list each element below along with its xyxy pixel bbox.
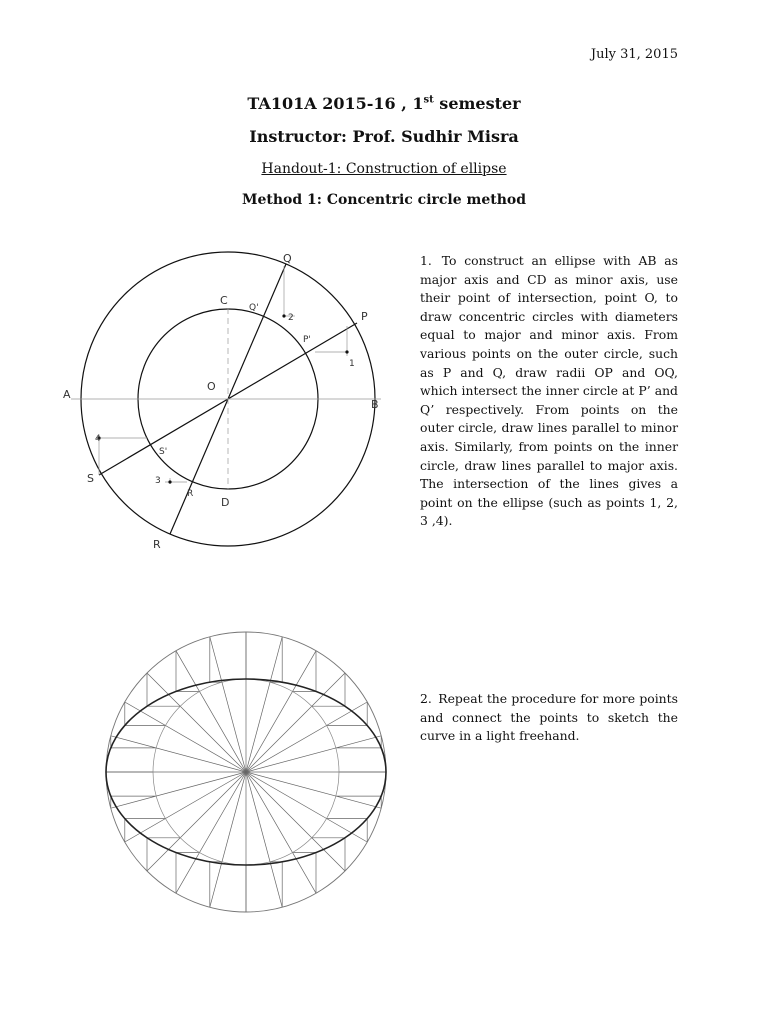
label-a: A bbox=[63, 388, 71, 401]
construction-line bbox=[111, 736, 246, 772]
construction-line bbox=[125, 772, 246, 842]
handout-title: Handout-1: Construction of ellipse bbox=[261, 161, 507, 177]
construction-line bbox=[246, 673, 345, 772]
label-o: O bbox=[207, 380, 216, 393]
label-q-prime: Q' bbox=[249, 303, 259, 313]
construction-line bbox=[246, 736, 381, 772]
point-1 bbox=[345, 350, 348, 353]
construction-line bbox=[210, 637, 246, 772]
label-s: S bbox=[87, 472, 94, 485]
label-point-3: 3 bbox=[155, 476, 161, 486]
concentric-circle-figure bbox=[57, 238, 417, 568]
construction-line bbox=[246, 651, 316, 772]
label-c: C bbox=[220, 294, 228, 307]
label-d: D bbox=[221, 496, 230, 509]
construction-line bbox=[176, 772, 246, 893]
construction-line bbox=[246, 772, 345, 871]
label-b: B bbox=[371, 398, 379, 411]
construction-line bbox=[176, 651, 246, 772]
label-q: Q bbox=[283, 252, 292, 265]
instructor: Instructor: Prof. Sudhir Misra bbox=[249, 127, 519, 146]
construction-line bbox=[147, 772, 246, 871]
course-title: TA101A 2015-16 , 1st semester bbox=[247, 94, 521, 113]
ellipse-construction-figure bbox=[80, 612, 410, 928]
label-p-prime: P' bbox=[303, 335, 311, 345]
label-point-4: 4 bbox=[95, 434, 101, 444]
label-p: P bbox=[361, 310, 368, 323]
date: July 31, 2015 bbox=[590, 47, 678, 62]
label-s-prime: S' bbox=[159, 447, 168, 457]
step-1: 1. To construct an ellipse with AB as major axis and CD as minor axis, use their point of intersection, point O, to draw concentric circles with diameters equal to major and minor axis. From various points on the outer circle, such as P and Q, draw radii OP and OQ, which intersect the inner circle at P’ and Q’ respectively. From points on the outer circle, draw lines parallel to minor axis. Similarly, from points on the inner circle, draw lines parallel to major axis. The intersection of the lines gives a point on the ellipse (such as points 1, 2, 3 ,4). bbox=[420, 253, 678, 529]
construction-line bbox=[246, 772, 367, 842]
label-r: R bbox=[153, 538, 161, 551]
label-r-prime: R bbox=[187, 489, 194, 499]
construction-line bbox=[246, 772, 282, 907]
method-title: Method 1: Concentric circle method bbox=[242, 192, 526, 208]
point-2 bbox=[282, 314, 285, 317]
point-3 bbox=[168, 480, 171, 483]
construction-line bbox=[125, 702, 246, 772]
construction-line bbox=[246, 637, 282, 772]
label-point-1: 1 bbox=[349, 359, 355, 369]
construction-line bbox=[111, 772, 246, 808]
construction-line bbox=[246, 772, 381, 808]
label-point-2: 2 bbox=[288, 313, 294, 323]
construction-line bbox=[246, 702, 367, 772]
construction-line bbox=[246, 772, 316, 893]
construction-line bbox=[147, 673, 246, 772]
construction-line bbox=[210, 772, 246, 907]
step-2: 2. Repeat the procedure for more points and connect the points to sketch the curve in a light freehand. bbox=[420, 691, 678, 744]
